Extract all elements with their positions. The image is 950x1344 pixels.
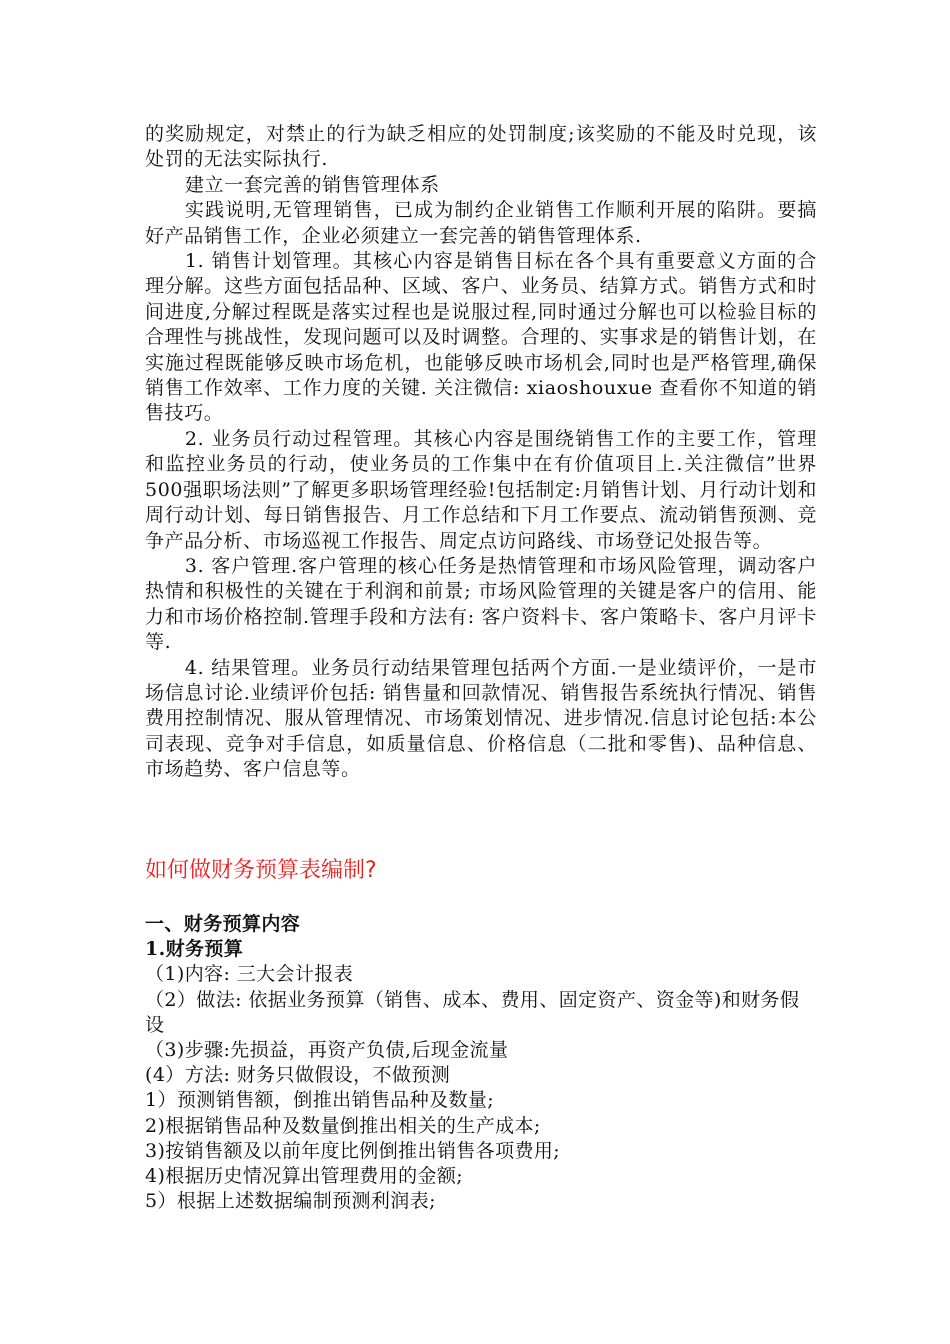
budget-line: 3)按销售额及以前年度比例倒推出销售各项费用; bbox=[145, 1139, 561, 1162]
paragraph-salesperson-process: 2. 业务员行动过程管理。其核心内容是围绕销售工作的主要工作，管理和监控业务员的行动，使业务员的工作集中在有价值项目上.关注微信”世界500强职场法则”了解更多职场管理经验!包括制定:月销售计划、月行动计划和周行动计划、每日销售报告、月工作总结和下月工作要点、流动销售预测、竞争产品分析、市场巡视工作报告、周定点访问路线、市场登记处报告等。 bbox=[145, 427, 817, 552]
budget-line: 4)根据历史情况算出管理费用的金额; bbox=[145, 1165, 464, 1188]
paragraph-subheading: 建立一套完善的销售管理体系 bbox=[184, 173, 440, 196]
budget-heading-1: 一、财务预算内容 bbox=[145, 913, 301, 935]
paragraph-customer-management: 3. 客户管理.客户管理的核心任务是热情管理和市场风险管理，调动客户热情和积极性的关键在于利润和前景; 市场风险管理的关键是客户的信用、能力和市场价格控制.管理手段和方法有: 客户资料卡、客户策略卡、客户月评卡等. bbox=[145, 554, 817, 654]
budget-section bbox=[145, 912, 817, 1214]
paragraph-reward-rules: 的奖励规定，对禁止的行为缺乏相应的处罚制度;该奖励的不能及时兑现，该处罚的无法实际执行. bbox=[145, 123, 817, 171]
paragraph-practice: 实践说明,无管理销售，已成为制约企业销售工作顺利开展的陷阱。要搞好产品销售工作，企业必须建立一套完善的销售管理体系. bbox=[145, 199, 817, 247]
budget-line: （3)步骤:先损益，再资产负债,后现金流量 bbox=[145, 1039, 509, 1062]
budget-line: 1）预测销售额，倒推出销售品种及数量; bbox=[145, 1089, 495, 1112]
budget-heading-2: 1.财务预算 bbox=[145, 938, 244, 961]
paragraph-sales-plan: 1. 销售计划管理。其核心内容是销售目标在各个具有重要意义方面的合理分解。这些方面包括品种、区域、客户、业务员、结算方式。销售方式和时间进度,分解过程既是落实过程也是说服过程,同时通过分解也可以检验目标的合理性与挑战性，发现问题可以及时调整。合理的、实事求是的销售计划，在实施过程既能够反映市场危机，也能够反映市场机会,同时也是严格管理,确保销售工作效率、工作力度的关键. 关注微信: xiaoshouxue 查看你不知道的销售技巧。 bbox=[145, 250, 817, 425]
budget-line: （2）做法: 依据业务预算（销售、成本、费用、固定资产、资金等)和财务假设 bbox=[145, 988, 800, 1036]
budget-line: 5）根据上述数据编制预测利润表; bbox=[145, 1190, 436, 1213]
budget-line: （1)内容: 三大会计报表 bbox=[145, 963, 354, 986]
budget-title: 如何做财务预算表编制? bbox=[145, 858, 377, 883]
budget-line: (4）方法: 财务只做假设，不做预测 bbox=[145, 1064, 451, 1087]
paragraph-result-management: 4. 结果管理。业务员行动结果管理包括两个方面.一是业绩评价，一是市场信息讨论.业绩评价包括: 销售量和回款情况、销售报告系统执行情况、销售费用控制情况、服从管理情况、市场策划情况、进步情况.信息讨论包括:本公司表现、竞争对手信息，如质量信息、价格信息（二批和零售)、品种信息、市场趋势、客户信息等。 bbox=[145, 656, 817, 781]
budget-line: 2)根据销售品种及数量倒推出相关的生产成本; bbox=[145, 1114, 541, 1137]
sales-management-section bbox=[145, 122, 817, 783]
